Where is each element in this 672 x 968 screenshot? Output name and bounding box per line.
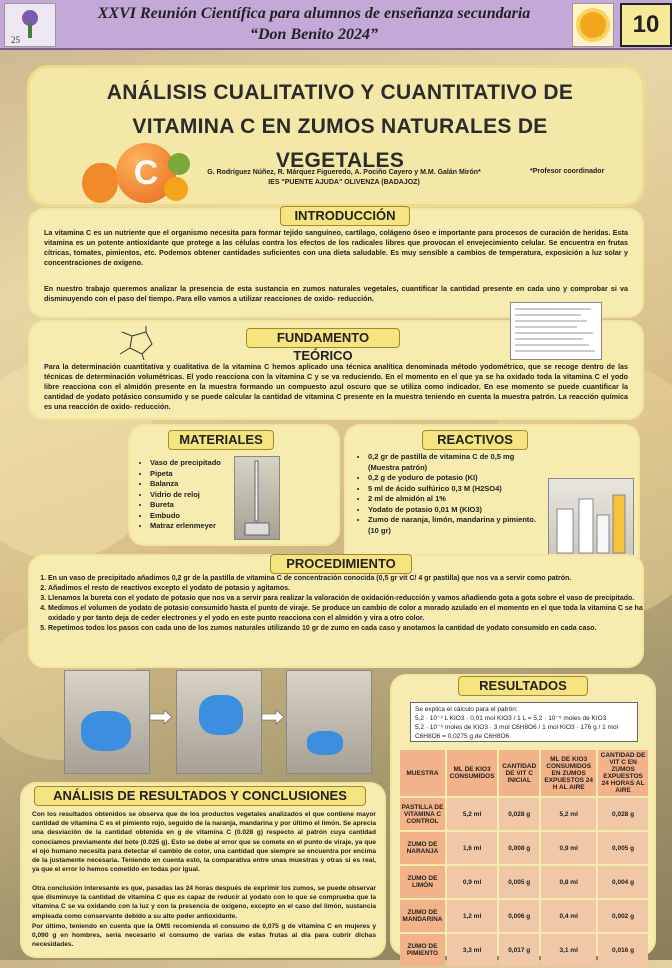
analisis-paragraph-2: Otra conclusión interesante es que, pasadas las 24 horas después de exprimir los zumos, se puede observar que disminuye la cantidad de vitamina C que es capaz de reducir al yodato con lo que se comprueba que la vitamina C se va oxidando con la luz y con la presencia de oxígeno, excepto en el caso del limón, sustancia empleada como conservante debido a su alto poder antioxidante. [32,885,376,920]
table-cell: ZUMO DE LIMÓN [400,866,445,898]
table-cell: 1,6 ml [447,832,497,864]
results-table [398,748,650,968]
list-item: • Vaso de precipitado [150,458,246,469]
table-cell: ZUMO DE PIMIENTO [400,934,445,966]
table-cell: 3,3 ml [447,934,497,966]
title-line-2: VITAMINA C EN ZUMOS NATURALES DE [132,115,548,138]
table-row [400,798,648,830]
title-panel [30,68,642,204]
kiwi-icon [168,153,190,175]
list-item: • 5 ml de ácido sulfúrico 0,3 M (H2SO4) [368,484,538,495]
list-item: • 0,2 g de yoduro de potasio (KI) [368,473,538,484]
coordinator-note: *Profesor coordinador [530,168,605,175]
introduction-title: INTRODUCCIÓN [280,206,410,226]
ascorbic-acid-structure-icon [110,326,170,362]
reactivos-list [356,452,538,536]
table-header: CANTIDAD DE VIT C EN ZUMOS EXPUESTOS 24 HORAS AL AIRE [598,750,648,796]
procedure-photo-1 [64,670,150,774]
calculation-box [410,702,638,742]
table-cell: 0,006 g [499,900,539,932]
redox-equations-image [511,303,601,359]
analisis-paragraph-1: Con los resultados obtenidos se observa que de los productos vegetales analizados el que contiene mayor cantidad de vitamina C es el pimiento rojo, seguido de la naranja, mandarina y por último el limón. Se aprecia una desviación de la cantidad obtenida en g de vitamina C (0.028 g) respecto al patrón cuya cantidad conocíamos previamente del bote (0.025 g). Esto se debe al error que se comete en el punto de viraje, ya que el ojo humano necesita para detectar el cambio de color, una cantidad que siempre se encuentra por encima de la justamente necesaria. Teniendo en cuenta esto, la comparativa entre unas muestras y otras sí es real, ya que el error lo hemos cometido en todas por igual. [32,811,376,874]
svg-text:25: 25 [11,35,20,45]
papaya-icon [82,163,118,203]
reagent-bottles-icon [549,479,633,565]
poster-header [0,0,672,50]
resultados-title: RESULTADOS [458,676,588,696]
event-subtitle: “Don Benito 2024” [249,26,378,43]
analisis-title: ANÁLISIS DE RESULTADOS Y CONCLUSIONES [34,786,366,806]
calc-line-2: 5,2 · 10⁻⁵ moles de KIO3 · 3 mol C6H8O6 / 1 mol KIO3 · 176 g / 1 mol C6H8O6 = 0,0275 g de C6H8O6 [415,724,619,740]
title-line-3: VEGETALES [275,149,405,172]
list-item: • Zumo de naranja, limón, mandarina y pimiento. (10 gr) [368,515,538,536]
table-cell: 0,016 g [598,934,648,966]
table-cell: 0,017 g [499,934,539,966]
table-cell: 0,028 g [598,798,648,830]
event-logo [4,3,56,47]
table-cell: 5,2 ml [447,798,497,830]
title-line-1: ANÁLISIS CUALITATIVO Y CUANTITATIVO DE [106,81,574,104]
vitamin-c-illustration [82,143,182,211]
table-row [400,866,648,898]
school-name: IES "PUENTE AJUDA" OLIVENZA (BADAJOZ) [268,179,420,186]
table-cell: 5,2 ml [541,798,596,830]
table-header: MUESTRA [400,750,445,796]
list-item: • Vidrio de reloj [150,490,246,501]
sun-icon [580,12,606,38]
authors: G. Rodríguez Núñez, R. Márquez Figueredo, A. Pociño Cayero y M.M. Galán Mirón* [207,169,481,176]
analisis-paragraph-3: Por último, teniendo en cuenta que la OMS recomienda el consumo de 0,075 g de vitamina C en mujeres y 0,090 g en hombres, sería necesario el consumo de varias de estas frutas al día para cubrir dichas necesidades. [32,923,376,949]
list-item: • Matraz erlenmeyer [150,521,246,532]
burette-icon [235,457,279,539]
procedure-photo-2 [176,670,262,774]
list-item: • 2 ml de almidón al 1% [368,494,538,505]
table-row [400,934,648,966]
calc-intro: Se explica el cálculo para el patrón: [415,706,518,713]
table-cell: 0,8 ml [541,866,596,898]
reactivos-title: REACTIVOS [422,430,528,450]
table-cell: 0,4 ml [541,900,596,932]
orange-icon [164,177,188,201]
table-row [400,900,648,932]
materiales-title: MATERIALES [168,430,274,450]
table-cell: 0,008 g [499,832,539,864]
poster-number: 10 [620,3,672,47]
thistle-icon [5,4,55,46]
list-item: 4. Medimos el volumen de yodato de potasio consumido hasta el punto de viraje. Se produce un cambio de color a morado azulado en el momento en el que toda la vitamina C se ha oxidado y por tanto deja de ceder electrones y el yodo en este punto reacciona con el almidón y vira a otro color. [48,604,648,624]
table-cell: ZUMO DE MANDARINA [400,900,445,932]
table-cell: 1,2 ml [447,900,497,932]
list-item: • Balanza [150,479,246,490]
table-cell: 0,9 ml [541,832,596,864]
table-row [400,832,648,864]
table-header: ML DE KIO3 CONSUMIDOS EN ZUMOS EXPUESTOS 24 H AL AIRE [541,750,596,796]
arrow-right-icon [262,710,284,724]
vitamin-c-icon: C [116,143,176,203]
table-cell: 3,1 ml [541,934,596,966]
fundamento-title: FUNDAMENTO TEÓRICO [246,328,400,348]
list-item: • Pipeta [150,469,246,480]
table-cell: ZUMO DE NARANJA [400,832,445,864]
reagents-photo [548,478,634,566]
school-logo [572,3,614,47]
introduction-paragraph-2: En nuestro trabajo queremos analizar la presencia de esta sustancia en zumos naturales vegetales, cuantificar la cantidad presente en cada uno y comprobar si va disminuyendo con el paso del tiempo. Para ello vamos a utilizar reacciones de oxido- reducción. [44,284,628,303]
list-item: 3. Llenamos la bureta con el yodato de potasio que nos va a servir para realizar la valoración de oxidación-reducción y vamos añadiendo gota a gota sobre el vaso de precipitado. [48,594,648,604]
introduction-paragraph-1: La vitamina C es un nutriente que el organismo necesita para formar tejido sanguíneo, cartílago, colágeno óseo e importante para procesos de curación de heridas. Esta vitamina es un potente antioxidante que protege a las células contra los efectos de los radicales libres que provocan el envejecimiento celular. Se encuentra en frutas cítricas, tomates, pimientos, etc. Podemos obtener cantidades suficientes con una dieta saludable. Es muy sensible a cambios de temperatura, exposición a luz solar y concentraciones de oxígeno. [44,228,628,267]
table-cell: 0,005 g [499,866,539,898]
table-cell: 0,005 g [598,832,648,864]
table-cell: 0,9 ml [447,866,497,898]
procedure-photo-3 [286,670,372,774]
procedimiento-steps [36,574,648,634]
materiales-list [138,458,246,532]
fundamento-text: Para la determinación cuantitativa y cualitativa de la vitamina C hemos aplicado una técnica analítica denominada método yodométrico, que se recoge dentro de las técnicas de determinación volumétricas. El yodo reacciona con la vitamina C y se va reduciendo. En el momento en el que ya se ha oxidado toda la vitamina C el yodo libre reacciona con el almidón presente en la muestra formando un compuesto azul oscuro que se utiliza como indicador. En ese momento se puede cuantificar la cantidad de yodato potásico consumido y se puede calcular la cantidad de vitamina C presente en la muestra teniendo en cuenta la muestra patrón. La reacción química es una reacción de oxido- reducción. [44,362,628,411]
list-item: • Yodato de potasio 0,01 M (KIO3) [368,505,538,516]
list-item: 1. En un vaso de precipitado añadimos 0,2 gr de la pastilla de vitamina C de concentración conocida (0,5 gr vit C/ 4 gr pastilla) que nos va a servir como patrón. [48,574,648,584]
redox-equations-box [510,302,602,360]
list-item: 5. Repetimos todos los pasos con cada uno de los zumos naturales utilizando 10 gr de zumo en cada caso y anotamos la cantidad de yodato consumido en cada caso. [48,624,648,634]
calc-line-1: 5,2 · 10⁻³ L KIO3 · 0,01 mol KIO3 / 1 L = 5,2 · 10⁻⁵ moles de KIO3 [415,715,607,722]
table-cell: 0,028 g [499,798,539,830]
table-cell: 0,002 g [598,900,648,932]
arrow-right-icon [150,710,172,724]
table-header: ML DE KIO3 CONSUMIDOS [447,750,497,796]
list-item: • 0,2 gr de pastilla de vitamina C de 0,5 mg (Muestra patrón) [368,452,538,473]
list-item: • Bureta [150,500,246,511]
table-cell: PASTILLA DE VITAMINA C CONTROL [400,798,445,830]
event-title: XXVI Reunión Científica para alumnos de enseñanza secundaria [97,5,531,22]
list-item: • Embudo [150,511,246,522]
authors-block [194,168,494,188]
table-header: CANTIDAD DE VIT C INICIAL [499,750,539,796]
burette-photo [234,456,280,540]
list-item: 2. Añadimos el resto de reactivos excepto el yodato de potasio y agitamos. [48,584,648,594]
procedimiento-title: PROCEDIMIENTO [270,554,412,574]
table-cell: 0,004 g [598,866,648,898]
